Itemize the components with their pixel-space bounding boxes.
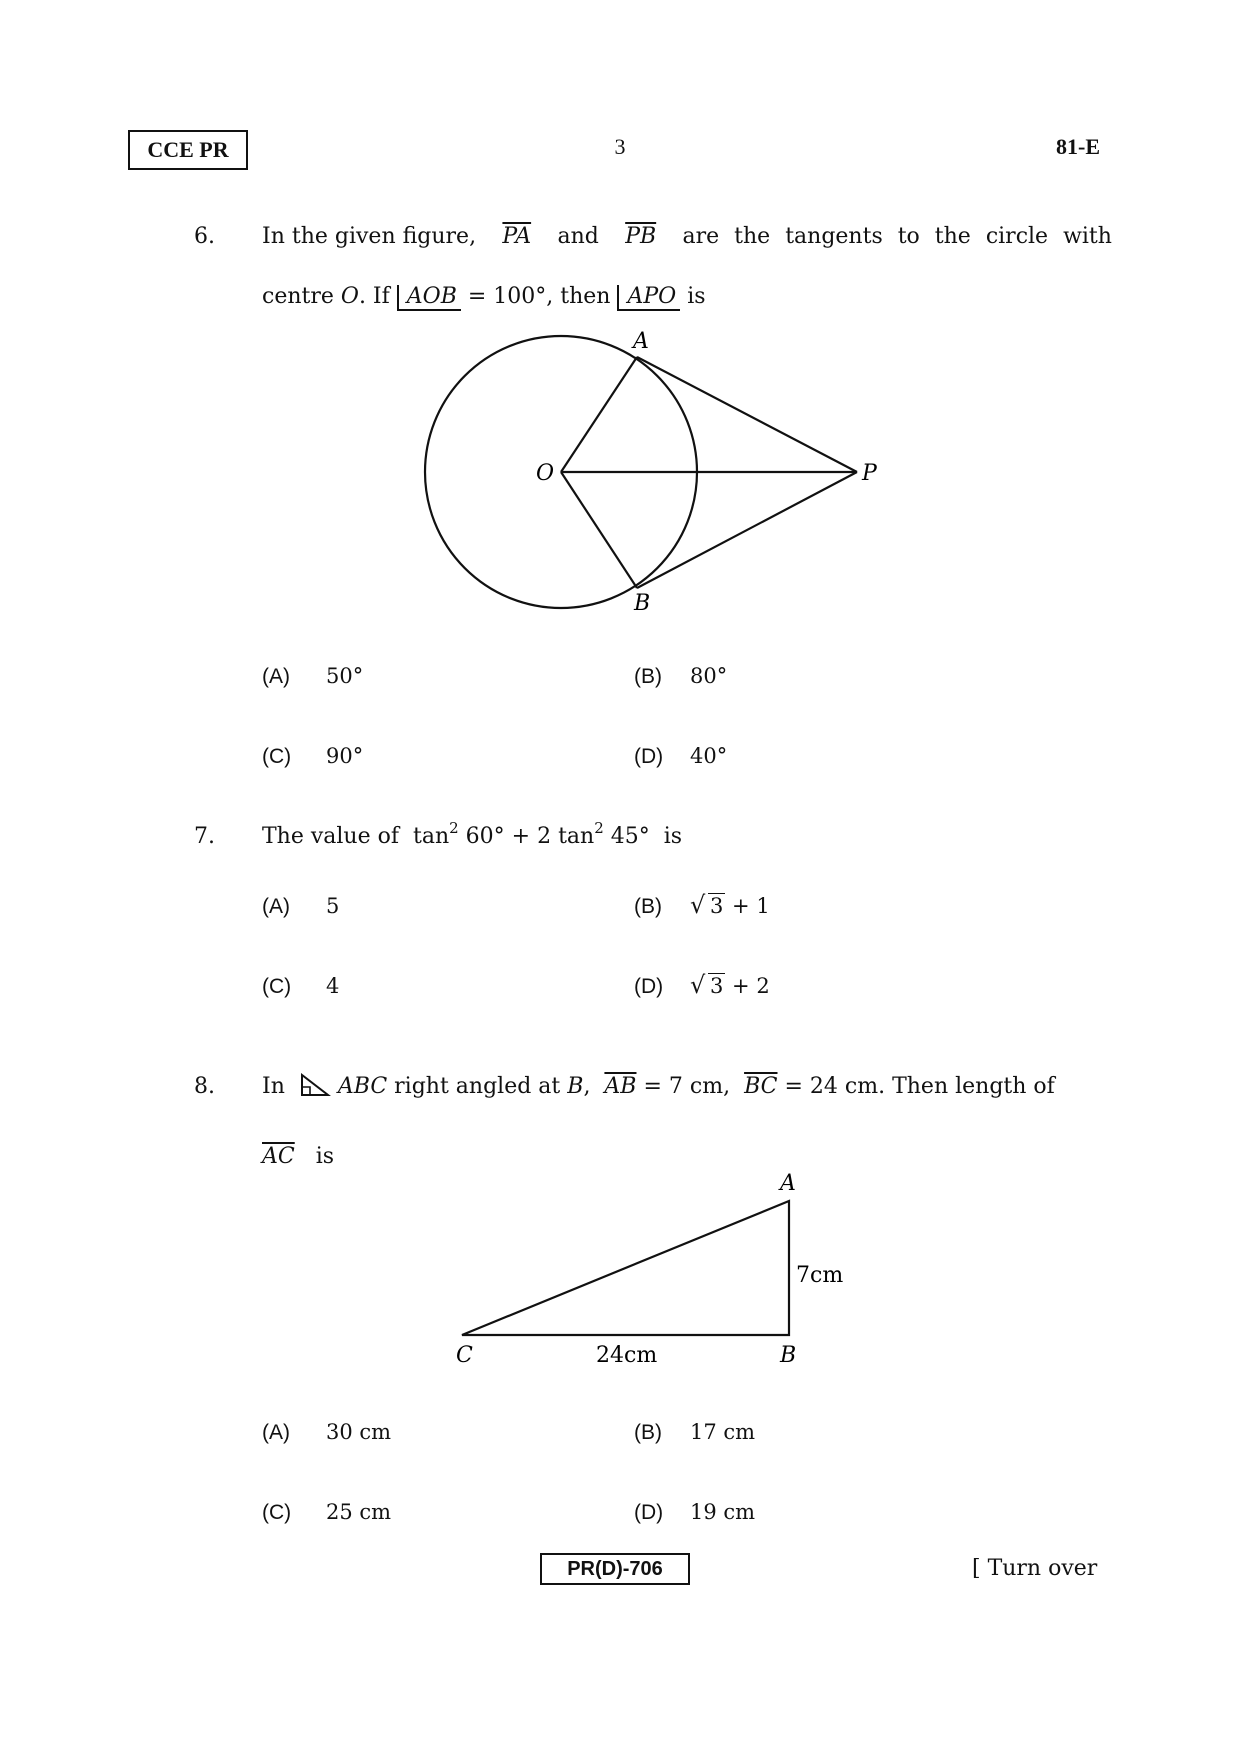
footer-code-box: PR(D)-706 [540, 1553, 690, 1585]
sqrt-icon: √ [690, 891, 706, 919]
q6-label-o: O [536, 461, 555, 486]
q7-option-a[interactable] [262, 894, 339, 919]
q7-sup-2: 2 [594, 819, 604, 837]
q8-seg-ac: $\overline{AC}$ [262, 1144, 295, 1169]
q7-text-b: 60° + 2 tan [458, 824, 595, 849]
q7-text [262, 819, 683, 853]
q8-triangle-name: ABC [337, 1074, 388, 1099]
q6-option-c-value: 90° [326, 744, 364, 768]
q6-tangent-pb [637, 472, 857, 588]
q7-text-c: 45° is [603, 824, 683, 849]
q6-text-centre: centre [262, 284, 334, 309]
q6-text-b: and [557, 224, 599, 249]
q7-option-a-value: 5 [326, 894, 340, 918]
q7-option-d-rest: + 2 [725, 974, 770, 998]
page-number: 3 [614, 134, 626, 159]
q8-option-c-label: (C) [262, 1501, 292, 1524]
q8-option-a-value: 30 cm [326, 1420, 392, 1444]
q6-label-a: A [633, 329, 649, 354]
q6-label-b: B [634, 591, 651, 616]
header-left-box: CCE PR [128, 130, 248, 170]
paper-code: 81-E [1056, 134, 1100, 159]
q8-label-c: C [456, 1343, 473, 1368]
q6-radius-ob [561, 472, 637, 588]
q8-option-a[interactable] [262, 1420, 391, 1445]
q6-label-p: P [862, 461, 877, 486]
turn-over: [ Turn over [972, 1556, 1098, 1581]
q8-triangle [462, 1201, 789, 1335]
q8-label-a: A [780, 1171, 796, 1196]
q6-centre-o: O [340, 284, 359, 309]
triangle-icon [298, 1073, 332, 1097]
q6-option-b[interactable] [634, 664, 727, 689]
q6-text-a: In the given figure, [262, 224, 477, 249]
q8-option-c[interactable] [262, 1500, 391, 1525]
q8-option-d-value: 19 cm [690, 1500, 756, 1524]
q6-option-a-value: 50° [326, 664, 364, 688]
q6-seg-pa: $\overline{PA}$ [502, 224, 532, 249]
q7-option-a-label: (A) [262, 895, 290, 918]
q8-text-ab-val: = 7 cm, [643, 1074, 731, 1099]
q8-text-bc-val: = 24 cm. Then length of [784, 1074, 1055, 1099]
q7-option-d-radicand: 3 [710, 974, 724, 998]
q6-option-d-value: 40° [690, 744, 728, 768]
q6-text-if: . If [358, 284, 390, 309]
q6-option-b-value: 80° [690, 664, 728, 688]
q6-option-d[interactable] [634, 744, 727, 769]
q6-text-then: = 100°, then [467, 284, 611, 309]
q8-option-b-value: 17 cm [690, 1420, 756, 1444]
q8-side-ab: 7cm [796, 1263, 844, 1288]
q8-seg-bc: $\overline{BC}$ [744, 1074, 778, 1099]
q6-angle-apo: APO [617, 285, 680, 311]
q8-option-c-value: 25 cm [326, 1500, 392, 1524]
q7-option-b-rest: + 1 [725, 894, 770, 918]
q8-line1: In ABC right angled at B, $\overline{AB} = 7$ cm, $\overline{BC} = 24$ cm. Then length of [262, 1074, 1055, 1099]
q6-text-is: is [687, 284, 706, 309]
q8-text-right-angled: right angled at [394, 1074, 561, 1099]
q6-option-b-label: (B) [634, 665, 662, 688]
q7-text-a: The value of tan [262, 824, 450, 849]
q8-line2 [262, 1142, 334, 1172]
q6-option-a[interactable] [262, 664, 363, 689]
q6-text-c: are the tangents to the circle with [682, 224, 1112, 249]
q6-option-d-label: (D) [634, 745, 664, 768]
q6-seg-pb: $\overline{PB}$ [625, 224, 657, 249]
q7-option-d-label: (D) [634, 975, 664, 998]
q7-option-c-value: 4 [326, 974, 340, 998]
q8-side-cb: 24cm [596, 1343, 658, 1368]
q8-option-a-label: (A) [262, 1421, 290, 1444]
q7-option-c-label: (C) [262, 975, 292, 998]
q6-option-a-label: (A) [262, 665, 290, 688]
q7-option-c[interactable] [262, 974, 339, 999]
q7-sup-1: 2 [449, 819, 459, 837]
q8-text-in: In [262, 1074, 285, 1099]
q7-option-b-label: (B) [634, 895, 662, 918]
q8-number: 8. [194, 1074, 215, 1099]
q6-number: 6. [194, 224, 215, 249]
q8-label-b: B [780, 1343, 797, 1368]
q7-option-b-sqrt [690, 891, 725, 919]
sqrt-icon: √ [690, 971, 706, 999]
q6-option-c-label: (C) [262, 745, 292, 768]
q8-vertex-b: B [567, 1074, 584, 1099]
q6-radius-oa [561, 357, 637, 472]
q8-option-b[interactable] [634, 1420, 755, 1445]
q8-option-d-label: (D) [634, 1501, 664, 1524]
q6-tangent-pa [637, 357, 857, 472]
q7-number: 7. [194, 824, 215, 849]
q8-text-is: is [315, 1144, 335, 1169]
q6-angle-aob: AOB [397, 285, 461, 311]
q7-option-d[interactable] [634, 971, 770, 999]
q7-option-b[interactable] [634, 891, 770, 919]
q8-option-b-label: (B) [634, 1421, 662, 1444]
q8-option-d[interactable] [634, 1500, 755, 1525]
q7-option-b-radicand: 3 [710, 894, 724, 918]
q8-seg-ab: $\overline{AB}$ [604, 1074, 637, 1099]
q7-option-d-sqrt [690, 971, 725, 999]
q6-option-c[interactable] [262, 744, 363, 769]
